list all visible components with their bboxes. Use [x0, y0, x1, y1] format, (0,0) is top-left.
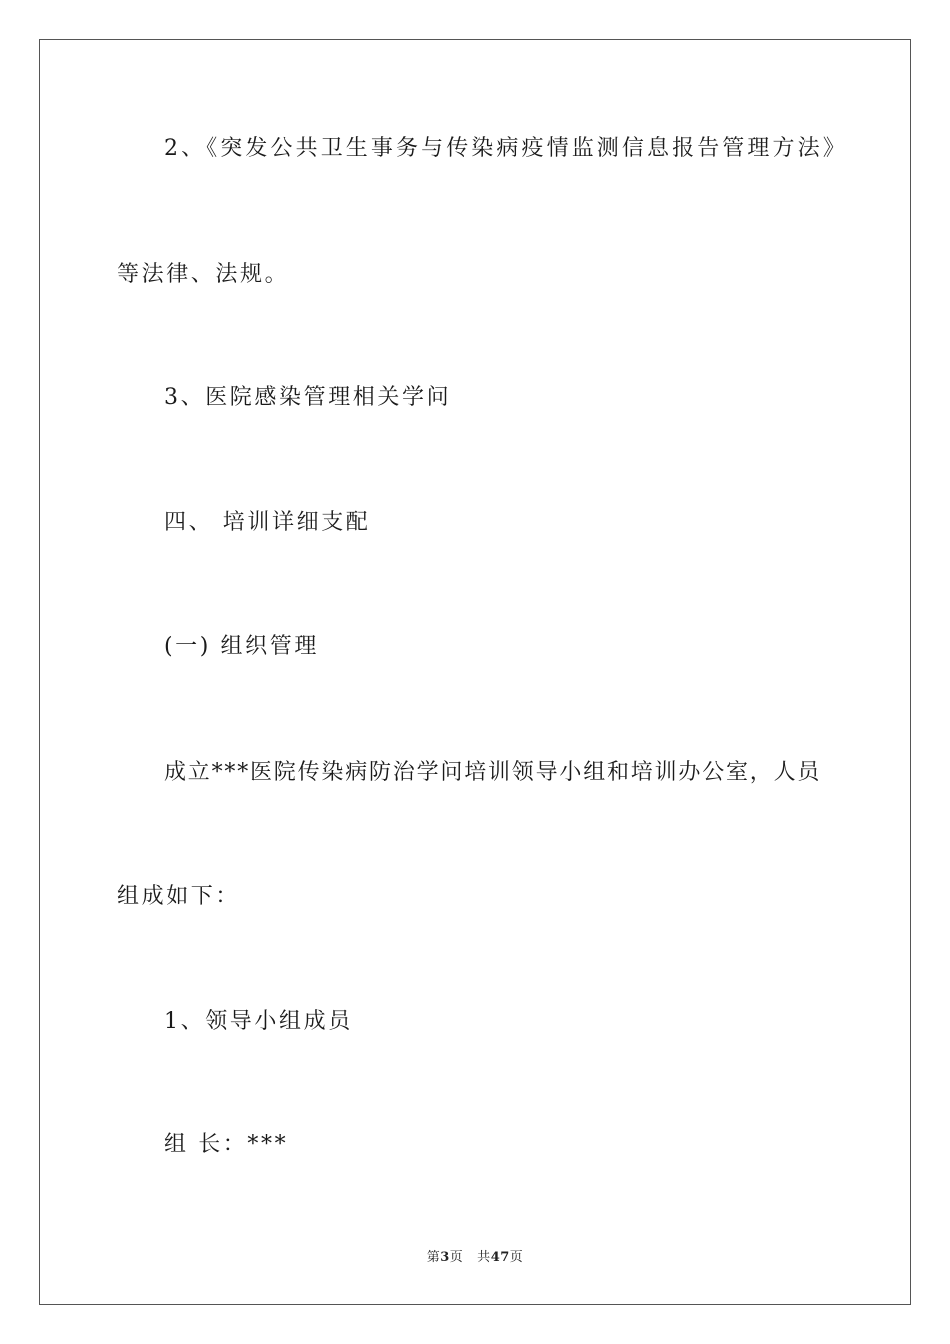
page-footer	[0, 1250, 950, 1266]
paragraph-regulation-item-2-continued: 等法律、法规。	[117, 262, 290, 287]
paragraph-regulation-item-2: 2、《突发公共卫生事务与传染病疫情监测信息报告管理方法》	[164, 136, 848, 161]
paragraph-establishment-continued: 组成如下：	[117, 884, 241, 909]
footer-total-suffix: 页	[509, 1250, 524, 1265]
footer-total-prefix: 共	[477, 1250, 491, 1265]
footer-page-number: 3	[440, 1250, 450, 1265]
paragraph-establishment: 成立***医院传染病防治学问培训领导小组和培训办公室，人员	[164, 760, 822, 785]
footer-total-pages: 47	[490, 1250, 510, 1265]
team-leader-line: 组 长：***	[164, 1132, 289, 1157]
paragraph-regulation-item-3: 3、医院感染管理相关学问	[164, 385, 452, 410]
section-heading-training-arrangement: 四、 培训详细支配	[164, 510, 371, 535]
page-border	[39, 39, 911, 1305]
list-heading-leadership-members: 1、领导小组成员	[164, 1009, 353, 1034]
footer-page-suffix: 页	[449, 1250, 464, 1265]
subsection-heading-organization: (一) 组织管理	[164, 634, 319, 659]
footer-page-prefix: 第	[426, 1250, 441, 1265]
